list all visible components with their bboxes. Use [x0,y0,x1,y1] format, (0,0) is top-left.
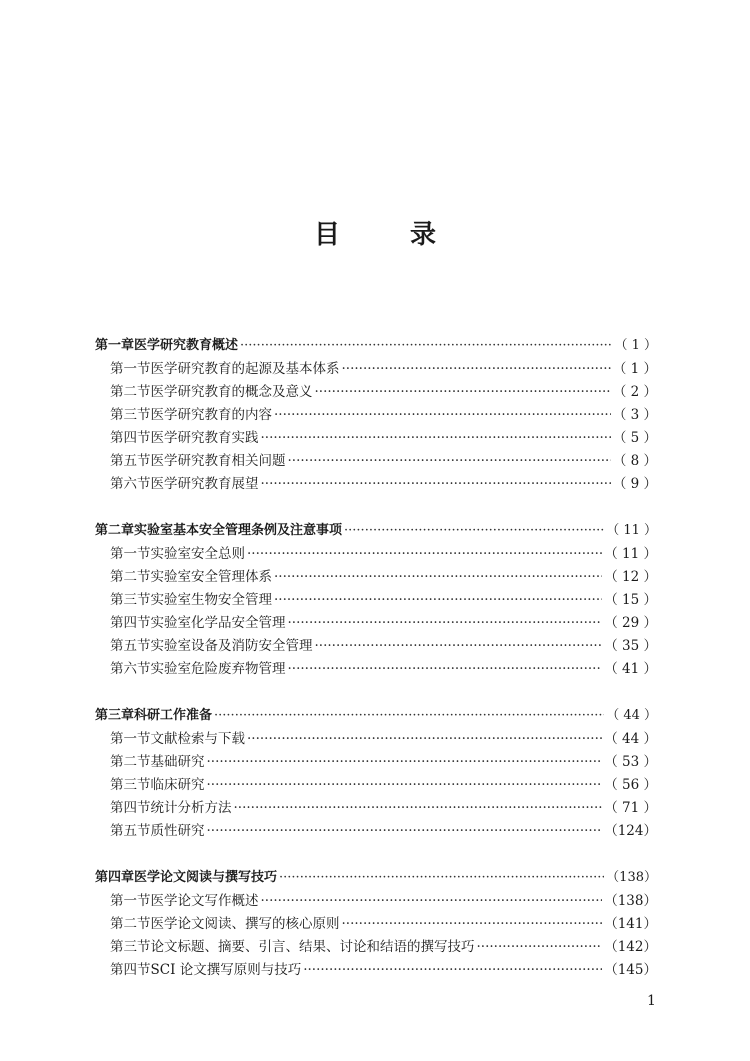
entry-title: 科研工作准备 [134,708,213,723]
chapter-entry[interactable] [95,704,657,727]
entry-number: 第五节 [110,638,151,654]
dot-leader [261,893,603,909]
dot-leader [274,592,602,608]
entry-number: 第一节 [110,731,151,747]
entry-number: 第一章 [95,338,135,353]
section-entry[interactable] [95,773,657,796]
dot-leader [342,916,603,932]
entry-page-number: （ 12 ） [604,569,657,585]
dot-leader [247,546,602,562]
dot-leader [288,615,603,631]
section-entry[interactable] [95,472,657,495]
chapter-block [95,704,657,842]
section-entry[interactable] [95,819,657,842]
dot-leader [261,430,611,446]
section-entry[interactable] [95,403,657,426]
entry-number: 第三节 [110,777,151,793]
entry-number: 第二节 [110,754,151,770]
entry-title: 医学论文阅读与撰写技巧 [134,870,278,885]
entry-title: 医学研究教育的起源及基本体系 [150,361,340,377]
section-entry[interactable] [95,542,657,565]
entry-title: 基础研究 [150,754,205,770]
dot-leader [274,569,602,585]
dot-leader [240,338,612,353]
table-of-contents [95,334,657,1005]
entry-title: 实验室危险废弃物管理 [150,661,286,677]
page-title: 目 录 [313,220,458,250]
section-entry[interactable] [95,889,657,912]
dot-leader [207,754,603,770]
entry-number: 第一节 [110,361,151,377]
entry-title: 医学论文写作概述 [150,893,259,909]
chapter-entry[interactable] [95,334,657,357]
dot-leader [288,661,603,677]
dot-leader [315,638,603,654]
chapter-entry[interactable] [95,519,657,542]
entry-page-number: （ 41 ） [604,661,657,677]
section-entry[interactable] [95,796,657,819]
entry-page-number: （ 5 ） [612,430,657,446]
dot-leader [207,777,603,793]
page-number: 1 [647,993,656,1009]
entry-title: 质性研究 [150,823,205,839]
dot-leader [315,384,611,400]
entry-title: 统计分析方法 [150,800,232,816]
entry-number: 第三章 [95,708,135,723]
entry-number: 第三节 [110,939,151,955]
entry-title: 医学研究教育实践 [150,430,259,446]
entry-number: 第一节 [110,546,151,562]
entry-page-number: （ 3 ） [612,407,657,423]
section-entry[interactable] [95,588,657,611]
chapter-block [95,866,657,981]
entry-title: 文献检索与下载 [150,731,245,747]
entry-page-number: （138） [606,870,657,885]
entry-page-number: （ 56 ） [604,777,657,793]
entry-number: 第四节 [110,962,151,978]
section-entry[interactable] [95,750,657,773]
entry-page-number: （ 71 ） [604,800,657,816]
entry-page-number: （ 44 ） [606,708,657,723]
entry-title: 医学研究教育的概念及意义 [150,384,313,400]
section-entry[interactable] [95,449,657,472]
section-entry[interactable] [95,935,657,958]
entry-page-number: （ 8 ） [612,453,657,469]
section-entry[interactable] [95,958,657,981]
section-entry[interactable] [95,380,657,403]
dot-leader [274,407,611,423]
entry-title: SCI 论文撰写原则与技巧 [150,962,302,978]
entry-page-number: （ 35 ） [604,638,657,654]
dot-leader [477,939,603,955]
entry-page-number: （ 2 ） [612,384,657,400]
entry-title: 医学研究教育相关问题 [150,453,286,469]
dot-leader [342,361,611,377]
entry-number: 第二节 [110,384,151,400]
section-entry[interactable] [95,357,657,380]
entry-page-number: （141） [604,916,657,932]
entry-title: 医学论文阅读、撰写的核心原则 [150,916,340,932]
entry-number: 第四节 [110,615,151,631]
entry-number: 第三节 [110,592,151,608]
entry-title: 临床研究 [150,777,205,793]
entry-number: 第二章 [95,523,135,538]
entry-number: 第二节 [110,916,151,932]
section-entry[interactable] [95,565,657,588]
dot-leader [234,800,603,816]
entry-number: 第一节 [110,893,151,909]
entry-page-number: （ 11 ） [604,546,657,562]
entry-number: 第二节 [110,569,151,585]
entry-title: 实验室基本安全管理条例及注意事项 [134,523,343,538]
entry-number: 第五节 [110,453,151,469]
entry-page-number: （124） [604,823,657,839]
entry-title: 实验室安全管理体系 [150,569,272,585]
entry-number: 第四章 [95,870,135,885]
entry-title: 实验室安全总则 [150,546,245,562]
section-entry[interactable] [95,912,657,935]
dot-leader [247,731,602,747]
entry-title: 实验室设备及消防安全管理 [150,638,313,654]
dot-leader [303,962,602,978]
entry-number: 第五节 [110,823,151,839]
entry-title: 医学研究教育概述 [134,338,239,353]
entry-page-number: （ 11 ） [606,523,657,538]
dot-leader [214,708,604,723]
entry-title: 实验室生物安全管理 [150,592,272,608]
entry-page-number: （ 29 ） [604,615,657,631]
entry-title: 实验室化学品安全管理 [150,615,286,631]
dot-leader [344,523,604,538]
section-entry[interactable] [95,611,657,634]
entry-page-number: （138） [604,893,657,909]
entry-page-number: （145） [604,962,657,978]
entry-page-number: （ 1 ） [612,361,657,377]
entry-number: 第四节 [110,430,151,446]
entry-page-number: （ 53 ） [604,754,657,770]
entry-title: 医学研究教育的内容 [150,407,272,423]
entry-number: 第三节 [110,407,151,423]
dot-leader [288,453,611,469]
chapter-block [95,334,657,495]
section-entry[interactable] [95,727,657,750]
entry-page-number: （ 1 ） [614,338,657,353]
chapter-block [95,519,657,680]
entry-number: 第六节 [110,476,151,492]
section-entry[interactable] [95,426,657,449]
entry-title: 论文标题、摘要、引言、结果、讨论和结语的撰写技巧 [150,939,475,955]
entry-page-number: （142） [604,939,657,955]
entry-page-number: （ 15 ） [604,592,657,608]
chapter-entry[interactable] [95,866,657,889]
entry-page-number: （ 44 ） [604,731,657,747]
entry-page-number: （ 9 ） [612,476,657,492]
dot-leader [261,476,611,492]
entry-number: 第六节 [110,661,151,677]
dot-leader [279,870,604,885]
entry-number: 第四节 [110,800,151,816]
section-entry[interactable] [95,634,657,657]
section-entry[interactable] [95,657,657,680]
entry-title: 医学研究教育展望 [150,476,259,492]
dot-leader [207,823,603,839]
